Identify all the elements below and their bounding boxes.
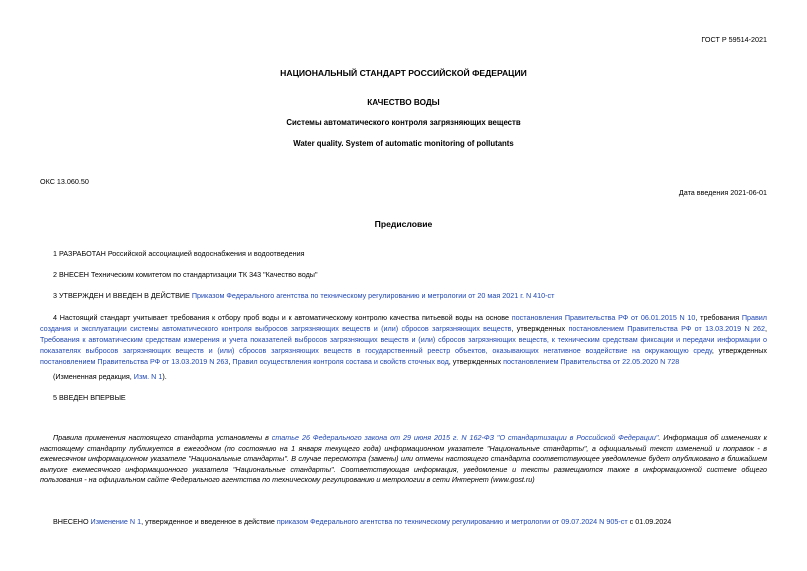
preface-item-3: [40, 291, 767, 300]
preface-item-1: 1 РАЗРАБОТАН Российской ассоциацией водоснабжения и водоотведения: [53, 249, 305, 258]
preface-item-4: [40, 312, 767, 367]
p4-text: , утвержденных: [511, 324, 569, 333]
federal-law-link[interactable]: статье 26 Федерального закона от 29 июня 2015 г. N 162-ФЗ "О стандартизации в Российской Федерации": [271, 433, 659, 442]
changes-text: , утвержденное и введенное в действие: [141, 517, 277, 526]
amendment-text: (Измененная редакция,: [53, 372, 134, 381]
preface-heading: Предисловие: [374, 219, 433, 229]
note-text: . Информация об изменениях к настоящему стандарту публикуется в ежегодном (по состоянию на 1 января текущего года) информационном указателе "Национальные стандарты", а официальный текст изменений и поправок - в ежемесячном информационном указателе "Национальные стандарты". В случае пересмотра (замены) или отмены настоящего стандарта соответствующее уведомление будет опубликовано в ближайшем выпуске ежемесячного информационного указателя "Национальные стандарты". Соответствующая информация, уведомление и тексты размещаются также в информационной системе общего пользования - на официальном сайте Федерального агентства по техническому регулированию и метрологии в сети Интернет (www.gost.ru): [40, 433, 767, 485]
title-russian: Системы автоматического контроля загрязняющих веществ: [286, 118, 521, 127]
p4-text: 4 Настоящий стандарт учитывает требования к отбору проб воды и к автоматическому контролю качества питьевой воды на основе: [53, 313, 512, 322]
p4-link[interactable]: постановлением Правительства РФ от 13.03.2019 N 262: [568, 324, 765, 333]
p4-text: ,: [764, 324, 767, 333]
oks-code: ОКС 13.060.50: [40, 177, 89, 186]
p4-link[interactable]: постановления Правительства РФ от 06.01.2015 N 10: [511, 313, 696, 322]
p4-text: , требования: [695, 313, 742, 322]
p4-link[interactable]: Требования к автоматическим средствам измерения и учета показателей выбросов загрязняющих веществ и (или) сбросов загрязняющих веществ, к техническим средствам фиксации и передачи информации о показателях выбросов загрязняющих веществ и (или) сбросов загрязняющих веществ в государственный реестр объектов, оказывающих негативное воздействие на окружающую среду: [40, 335, 767, 355]
p4-text: , утвержденных: [448, 357, 504, 366]
amendment-note: [40, 372, 767, 381]
application-rules-note: [40, 433, 767, 486]
document-code: ГОСТ Р 59514-2021: [701, 35, 767, 44]
introduction-date: Дата введения 2021-06-01: [678, 188, 767, 197]
subject-title: КАЧЕСТВО ВОДЫ: [367, 98, 440, 107]
order-link[interactable]: Приказом Федерального агентства по техническому регулированию и метрологии от 20 мая 2021 г. N 410-ст: [191, 291, 555, 300]
preface-item-5: 5 ВВЕДЕН ВПЕРВЫЕ: [53, 393, 126, 402]
changes-line: [40, 517, 767, 526]
p4-text: , утвержденных: [711, 346, 767, 355]
changes-text: с 01.09.2024: [627, 517, 672, 526]
note-text: Правила применения настоящего стандарта установлены в: [53, 433, 272, 442]
preface-item-2: 2 ВНЕСЕН Техническим комитетом по стандартизации ТК 343 "Качество воды": [53, 270, 318, 279]
amendment-link[interactable]: Изм. N 1: [133, 372, 163, 381]
change-1-link[interactable]: Изменение N 1: [90, 517, 142, 526]
main-title: НАЦИОНАЛЬНЫЙ СТАНДАРТ РОССИЙСКОЙ ФЕДЕРАЦИИ: [280, 68, 527, 78]
preface-item-3-text: 3 УТВЕРЖДЕН И ВВЕДЕН В ДЕЙСТВИЕ: [53, 291, 192, 300]
title-english: Water quality. System of automatic monitoring of pollutants: [293, 139, 514, 148]
p4-link[interactable]: постановлением Правительства РФ от 13.03.2019 N 263: [40, 357, 229, 366]
p4-link[interactable]: постановлением Правительства от 22.05.2020 N 728: [503, 357, 680, 366]
p4-text: ,: [228, 357, 233, 366]
changes-text: ВНЕСЕНО: [53, 517, 91, 526]
p4-link[interactable]: Правил создания и эксплуатации системы автоматического контроля выбросов загрязняющих веществ и (или) сбросов загрязняющих веществ: [40, 313, 768, 333]
p4-link[interactable]: Правил осуществления контроля состава и свойств сточных вод: [232, 357, 449, 366]
change-order-link[interactable]: приказом Федерального агентства по техническому регулированию и метрологии от 09.07.2024 N 905-ст: [276, 517, 628, 526]
amendment-text: ).: [162, 372, 167, 381]
